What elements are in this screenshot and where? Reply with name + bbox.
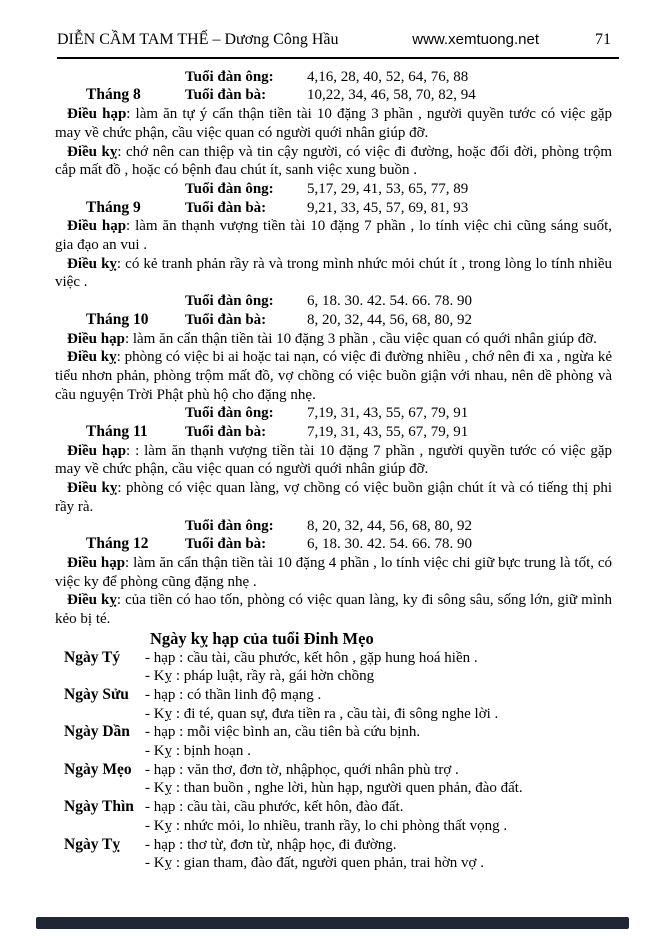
men-ages-label: Tuổi đàn ông: (185, 517, 274, 534)
day-hap-text: thơ từ, đơn từ, nhập học, đi đường. (187, 836, 397, 853)
ky-text: : phòng có việc bi ai hoặc tai nạn, có việc đi đường nhiều , chớ nên đi xa , ngừa kẻ tiểu nhơn phản, phòng trộm mất đồ, vợ chồng có việc buồn giận với nhau, nên dề phòng và cầu nguyện Trời Phật phù hộ cho đặng nhẹ. (55, 349, 613, 403)
ky-prefix: - Kỵ : (145, 743, 180, 760)
men-ages-values: 7,19, 31, 43, 55, 67, 79, 91 (307, 405, 469, 422)
month-label: Tháng 11 (86, 423, 148, 441)
ky-prefix: - Kỵ : (145, 817, 180, 834)
hap-prefix: - hạp : (145, 686, 184, 703)
ky-paragraph (55, 591, 612, 628)
ky-text: : chớ nên can thiệp và tin cậy người, có việc đi đường, hoặc đổi đời, phòng trộm cắp mất đồ , hoặc có bệnh đau chút ít, sanh việc xung buồn . (55, 143, 613, 179)
men-ages-values: 8, 20, 32, 44, 56, 68, 80, 92 (307, 517, 472, 534)
ky-prefix: - Kỵ : (145, 780, 180, 797)
day-lines (145, 761, 612, 798)
scan-edge-bar (36, 917, 629, 929)
hap-prefix: - hạp : (145, 649, 184, 666)
day-hap-line (145, 761, 612, 780)
ky-text: : của tiền có hao tốn, phòng có việc quan làng, ky đi sông sâu, sống lớn, giữ mình kẻo bị té. (55, 592, 613, 628)
hap-text: : : làm ăn thạnh vượng tiền tài 10 đặng 7 phần , người quyền tước có việc gặp may về chức phận, cầu việc quan có người quới nhân giúp đỡ. (55, 442, 612, 478)
header-rule (57, 57, 619, 59)
day-row (55, 798, 612, 835)
ky-prefix: - Kỵ : (145, 705, 180, 722)
day-name: Ngày Dần (64, 723, 130, 741)
men-ages-label: Tuổi đàn ông: (185, 293, 274, 310)
hap-paragraph (55, 554, 612, 591)
women-ages-label: Tuổi đàn bà: (185, 424, 267, 441)
month-label: Tháng 10 (86, 310, 149, 328)
book-title: DIỄN CẦM TAM THẾ – Dương Công Hầu (57, 31, 339, 48)
hap-paragraph (55, 330, 612, 349)
ky-label: Điều kỵ (67, 480, 118, 497)
month-label: Tháng 8 (86, 86, 141, 104)
men-ages-label: Tuổi đàn ông: (185, 180, 274, 197)
ky-prefix: - Kỵ : (145, 668, 180, 685)
day-section-heading: Ngày kỵ hạp của tuổi Đinh Mẹo (150, 628, 374, 648)
women-ages-row (55, 86, 612, 105)
men-ages-row (55, 292, 612, 311)
day-hap-line (145, 798, 612, 817)
day-ky-text: đi té, quan sự, đưa tiền ra , cầu tài, đi sông nghe lời . (183, 705, 499, 722)
women-ages-row (55, 199, 612, 218)
ky-text: : phòng có việc quan làng, vợ chồng có việc buồn giận chút ít và có tiếng thị phi rầy rà. (55, 480, 612, 515)
day-ky-line (145, 667, 612, 686)
men-ages-row (55, 517, 612, 536)
page-header (0, 0, 661, 50)
hap-label: Điều hạp (67, 106, 127, 123)
women-ages-row (55, 311, 612, 330)
day-lines (145, 798, 612, 835)
day-hap-line (145, 836, 612, 855)
day-row (55, 723, 612, 760)
hap-paragraph (55, 105, 612, 142)
day-lines (145, 686, 612, 723)
ky-label: Điều kỵ (67, 255, 117, 272)
ky-text: : có kẻ tranh phản rầy rà và trong mình nhức mỏi chút ít , trong lòng lo tính nhiều việc . (55, 255, 612, 291)
day-lines (145, 723, 612, 760)
day-hap-text: có thần linh độ mạng . (187, 686, 322, 703)
hap-label: Điều hạp (67, 554, 126, 571)
month-spacer (55, 517, 185, 536)
hap-label: Điều hạp (67, 330, 125, 347)
ky-label: Điều kỵ (67, 349, 117, 366)
day-ky-line (145, 742, 612, 761)
day-ky-text: nhức mỏi, lo nhiều, tranh rầy, lo chi phòng thất vọng . (183, 817, 508, 834)
month-spacer (55, 292, 185, 311)
ky-label: Điều kỵ (67, 592, 117, 609)
day-hap-text: văn thơ, đơn tờ, nhậphọc, quới nhân phù trợ . (187, 761, 459, 778)
women-ages-values: 8, 20, 32, 44, 56, 68, 80, 92 (307, 311, 472, 328)
hap-text: : làm ăn cẩn thận tiền tài 10 đặng 4 phần , lo tính việc chi giữ bực trung là tốt, có việc ky để phòng cũng đặng nhẹ . (55, 554, 613, 590)
day-row (55, 836, 612, 873)
day-lines (145, 649, 612, 686)
day-ky-text: gian tham, đào đất, người quen phản, trai hờn vợ . (183, 855, 484, 872)
men-ages-row (55, 68, 612, 87)
day-name: Ngày Thìn (64, 798, 134, 816)
hap-text: : làm ăn tự ý cẩn thận tiền tài 10 đặng 3 phần , người quyền tước có việc gặp may về chức phận, cầu việc quan có người quới nhân giúp đỡ. (55, 106, 612, 141)
page-number: 71 (595, 31, 611, 48)
women-ages-row (55, 535, 612, 554)
website-url: www.xemtuong.net (412, 31, 539, 48)
hap-prefix: - hạp : (145, 724, 184, 741)
day-hap-line (145, 686, 612, 705)
day-lines (145, 836, 612, 873)
hap-text: : làm ăn cẩn thận tiền tài 10 đặng 3 phần , cầu việc quan có quới nhân giúp đỡ. (124, 330, 597, 347)
day-hap-line (145, 649, 612, 668)
hap-prefix: - hạp : (145, 836, 184, 853)
day-name: Ngày Sửu (64, 685, 129, 703)
hap-paragraph (55, 217, 612, 254)
day-ky-line (145, 779, 612, 798)
ky-label: Điều kỵ (67, 143, 118, 160)
men-ages-row (55, 180, 612, 199)
ky-prefix: - Kỵ : (145, 855, 180, 872)
ky-paragraph (55, 479, 612, 516)
hap-label: Điều hạp (67, 218, 127, 235)
month-label: Tháng 12 (86, 535, 149, 553)
month-spacer (55, 404, 185, 423)
hap-text: : làm ăn thạnh vượng tiền tài 10 đặng 7 phần , lo tính việc chi cũng sáng suốt, gia đạo an vui . (55, 218, 612, 254)
day-name: Ngày Tý (64, 648, 121, 666)
month-spacer (55, 180, 185, 199)
day-row (55, 761, 612, 798)
hap-prefix: - hạp : (145, 799, 184, 816)
women-ages-row (55, 423, 612, 442)
month-label: Tháng 9 (86, 198, 141, 216)
day-hap-text: mỗi việc bình an, cầu tiên bà cứu bịnh. (187, 724, 421, 741)
day-name: Ngày Tỵ (64, 835, 121, 853)
ky-paragraph (55, 255, 612, 292)
women-ages-values: 9,21, 33, 45, 57, 69, 81, 93 (307, 199, 469, 216)
month-spacer (55, 68, 185, 87)
men-ages-label: Tuổi đàn ông: (185, 68, 274, 85)
men-ages-values: 4,16, 28, 40, 52, 64, 76, 88 (307, 68, 469, 85)
day-name: Ngày Mẹo (64, 760, 132, 778)
day-hap-text: cầu tài, cầu phước, kết hôn, đào đất. (187, 799, 404, 816)
day-row (55, 686, 612, 723)
day-row (55, 649, 612, 686)
men-ages-values: 5,17, 29, 41, 53, 65, 77, 89 (307, 180, 469, 197)
hap-prefix: - hạp : (145, 761, 184, 778)
day-ky-text: than buồn , nghe lời, hùn hạp, người quen phản, đào đất. (183, 780, 523, 797)
women-ages-label: Tuổi đàn bà: (185, 199, 267, 216)
women-ages-label: Tuổi đàn bà: (185, 536, 267, 553)
ky-paragraph (55, 143, 612, 180)
day-ky-text: pháp luật, rầy rà, gái hờn chồng (183, 668, 375, 685)
page-content (0, 68, 661, 873)
hap-label: Điều hạp (67, 442, 127, 459)
day-hap-line (145, 723, 612, 742)
women-ages-values: 10,22, 34, 46, 58, 70, 82, 94 (307, 87, 476, 104)
women-ages-label: Tuổi đàn bà: (185, 311, 267, 328)
day-hap-text: cầu tài, cầu phước, kết hôn , gặp hung hoá hiền . (187, 649, 478, 666)
day-ky-text: bịnh hoạn . (183, 743, 251, 760)
men-ages-label: Tuổi đàn ông: (185, 405, 274, 422)
women-ages-values: 7,19, 31, 43, 55, 67, 79, 91 (307, 424, 469, 441)
ky-paragraph (55, 348, 612, 404)
day-ky-line (145, 854, 612, 873)
women-ages-label: Tuổi đàn bà: (185, 87, 267, 104)
women-ages-values: 6, 18. 30. 42. 54. 66. 78. 90 (307, 536, 472, 553)
men-ages-values: 6, 18. 30. 42. 54. 66. 78. 90 (307, 293, 472, 310)
hap-paragraph (55, 442, 612, 479)
men-ages-row (55, 404, 612, 423)
day-ky-line (145, 705, 612, 724)
day-ky-line (145, 817, 612, 836)
